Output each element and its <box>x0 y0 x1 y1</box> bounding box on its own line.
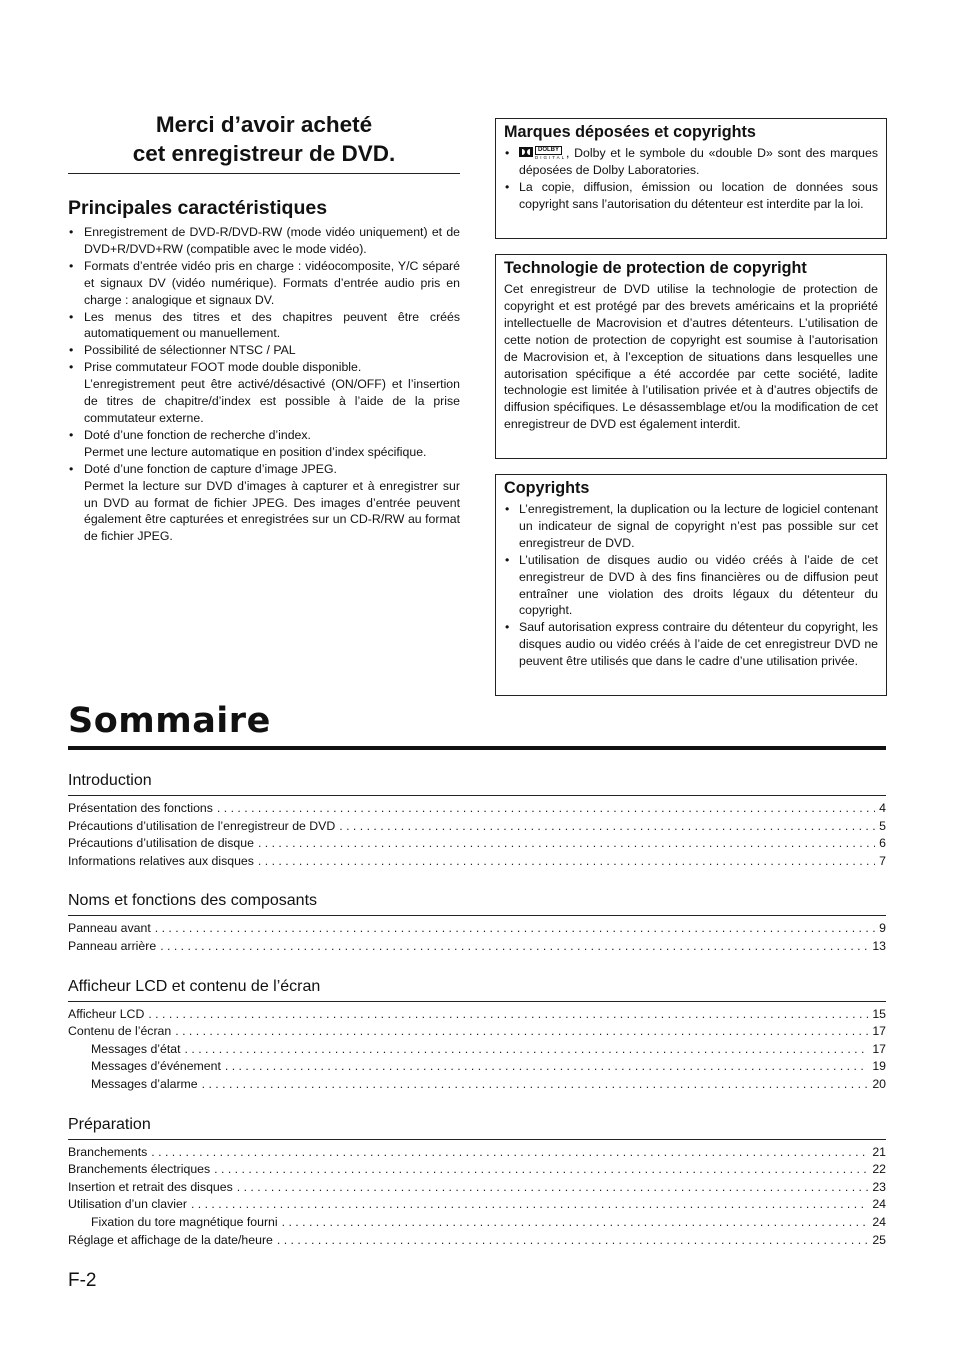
toc-section-heading: Noms et fonctions des composants <box>68 891 886 916</box>
list-item <box>504 145 878 179</box>
feature-text: Formats d’entrée vidéo pris en charge : vidéocomposite, Y/C séparé et signaux DV (vidéo numérique). Formats d’entrée audio pris en charge : analogique et signaux DV. <box>84 258 460 307</box>
toc-entry-title: Panneau avant <box>68 921 151 936</box>
feature-detail: Permet une lecture automatique en position d’index spécifique. <box>84 444 427 459</box>
toc-entry[interactable] <box>68 1041 886 1059</box>
toc-title: Sommaire <box>68 701 271 741</box>
toc-entry-page: 20 <box>872 1076 886 1091</box>
toc-entry-title: Contenu de l’écran <box>68 1024 172 1039</box>
toc-sections <box>68 771 886 1249</box>
toc-entry-page: 15 <box>872 1006 886 1021</box>
toc-entry-title: Utilisation d’un clavier <box>68 1197 187 1212</box>
thanks-title-line2: cet enregistreur de DVD. <box>132 141 396 166</box>
toc-entry-title: Messages d’état <box>91 1041 181 1056</box>
feature-text: Les menus des titres et des chapitres peuvent être créés automatiquement ou manuellement. <box>84 309 460 341</box>
thanks-title-line1: Merci d’avoir acheté <box>155 112 373 137</box>
toc-entry[interactable] <box>68 1058 886 1076</box>
toc-entry[interactable] <box>68 938 886 956</box>
dolby-logo-text: • DOLBY <box>535 146 562 155</box>
toc-entry[interactable] <box>68 1214 886 1232</box>
toc-entry-page: 7 <box>879 853 886 868</box>
toc-section-heading: Afficheur LCD et contenu de l’écran <box>68 977 886 1002</box>
toc-section <box>68 771 886 870</box>
feature-item <box>68 359 460 427</box>
toc-leader-dots <box>214 1161 868 1179</box>
toc-entry-title: Précautions d’utilisation de disque <box>68 836 254 851</box>
feature-item <box>68 461 460 546</box>
toc-leader-dots <box>225 1058 868 1076</box>
toc-entry[interactable] <box>68 1196 886 1214</box>
copyrights-box <box>495 474 887 696</box>
toc-entry[interactable] <box>68 1232 886 1250</box>
toc-entry-title: Panneau arrière <box>68 938 157 953</box>
feature-item <box>68 258 460 309</box>
features-heading: Principales caractéristiques <box>68 197 328 219</box>
toc-leader-dots <box>175 1023 868 1041</box>
table-of-contents <box>68 700 886 1249</box>
trademark-text: , Dolby et le symbole du «double D» sont des marques déposées de Dolby Laboratories. <box>519 146 878 177</box>
toc-leader-dots <box>160 938 868 956</box>
toc-entry-page: 24 <box>872 1214 886 1229</box>
toc-entry-page: 21 <box>872 1144 886 1159</box>
copy-protection-box <box>495 254 887 459</box>
toc-entry-page: 17 <box>872 1024 886 1039</box>
list-item <box>504 179 878 213</box>
copy-protection-heading: Technologie de protection de copyright <box>504 259 807 277</box>
intro-column <box>68 110 460 545</box>
toc-entry[interactable] <box>68 853 886 871</box>
toc-leader-dots <box>191 1196 868 1214</box>
toc-leader-dots <box>258 835 875 853</box>
feature-item <box>68 309 460 343</box>
page-number: F-2 <box>68 1270 97 1291</box>
feature-item <box>68 427 460 461</box>
toc-entry[interactable] <box>68 818 886 836</box>
toc-entry[interactable] <box>68 1144 886 1162</box>
feature-text: Possibilité de sélectionner NTSC / PAL <box>84 343 296 358</box>
toc-entry[interactable] <box>68 1023 886 1041</box>
list-item <box>504 619 878 670</box>
toc-entry[interactable] <box>68 1006 886 1024</box>
features-list <box>68 224 460 545</box>
toc-section-heading: Préparation <box>68 1115 886 1140</box>
toc-entry[interactable] <box>68 800 886 818</box>
legal-column <box>495 118 887 696</box>
copyright-item-text: Sauf autorisation express contraire du détenteur du copyright, les disques audio ou vidéo créés à l’aide de cet enregistreur DVD ne peuvent être utilisés que dans le cadre d’une utilisation privée. <box>519 620 878 669</box>
copyright-item-text: L’enregistrement, la duplication ou la lecture de logiciel contenant un indicateur de signal de copyright n’est pas possible sur cet enregistreur de DVD. <box>519 502 878 550</box>
toc-entry-title: Informations relatives aux disques <box>68 853 254 868</box>
toc-entry[interactable] <box>68 1161 886 1179</box>
toc-entry[interactable] <box>68 835 886 853</box>
toc-entry-page: 4 <box>879 801 886 815</box>
toc-leader-dots <box>277 1232 868 1250</box>
toc-entry-title: Afficheur LCD <box>68 1006 145 1021</box>
copy-protection-body: Cet enregistreur de DVD utilise la technologie de protection de copyright et est protégé par des brevets américains et la propriété intellectuelle de Macrovision et d’autres détenteurs. L’utilisation de cette notion de protection de copyright est soumise à l’autorisation de Macrovision et, à l’exception de situations dans lesquelles une autorisation spécifique a été accordée par cette société, ladite technologie est limitée à l’utilisation privée et à d’autres objectifs de diffusion spécifiques. Le désassemblage et/ou la modification de cet enregistreur de DVD est également interdit. <box>504 282 878 432</box>
trademarks-list <box>504 145 878 213</box>
toc-entry-page: 23 <box>872 1179 886 1194</box>
toc-leader-dots <box>185 1041 869 1059</box>
toc-entry[interactable] <box>68 920 886 938</box>
toc-section <box>68 1115 886 1250</box>
thanks-title <box>68 110 460 174</box>
toc-section-heading: Introduction <box>68 771 886 796</box>
toc-entry-page: 25 <box>872 1232 886 1247</box>
toc-entry-page: 5 <box>879 818 886 833</box>
toc-entry-page: 9 <box>879 921 886 936</box>
toc-entry-title: Branchements <box>68 1144 148 1159</box>
copyrights-heading: Copyrights <box>504 479 590 497</box>
toc-leader-dots <box>151 1144 868 1162</box>
feature-text: Prise commutateur FOOT mode double disponible. <box>84 360 362 375</box>
toc-entry-title: Messages d’alarme <box>91 1076 198 1091</box>
feature-item <box>68 224 460 258</box>
toc-entry-title: Présentation des fonctions <box>68 801 213 815</box>
toc-entry-title: Précautions d’utilisation de l’enregistreur de DVD <box>68 818 336 833</box>
list-item <box>504 501 878 552</box>
feature-detail: L’enregistrement peut être activé/désactivé (ON/OFF) et l’insertion de titres de chapitre/d’index est possible à l’aide de la prise commutateur externe. <box>84 377 460 425</box>
toc-leader-dots <box>148 1006 868 1024</box>
toc-entry-page: 17 <box>872 1041 886 1056</box>
feature-text: Enregistrement de DVD-R/DVD-RW (mode vidéo uniquement) et de DVD+R/DVD+RW (compatible avec le mode vidéo). <box>84 225 460 256</box>
feature-text: Doté d’une fonction de recherche d’index. <box>84 427 311 442</box>
toc-entry-page: 19 <box>872 1059 886 1074</box>
toc-entry-title: Messages d’événement <box>91 1059 221 1074</box>
toc-entry-title: Branchements électriques <box>68 1162 211 1177</box>
toc-entry-page: 13 <box>872 938 886 953</box>
toc-section <box>68 977 886 1094</box>
copyright-item-text: L’utilisation de disques audio ou vidéo créés à l’aide de cet enregistreur de DVD à des fins financières ou de diffusion peut entraîner une violation des droits légaux du détenteur du copyright. <box>519 552 878 618</box>
feature-item <box>68 342 460 359</box>
toc-leader-dots <box>282 1214 869 1232</box>
toc-entry-title: Insertion et retrait des disques <box>68 1179 233 1194</box>
toc-entry-page: 22 <box>872 1162 886 1177</box>
toc-leader-dots <box>339 818 875 836</box>
copyright-law-text: La copie, diffusion, émission ou location de données sous copyright sans l’autorisation du détenteur est interdite par la loi. <box>519 179 878 211</box>
trademarks-box <box>495 118 887 239</box>
copyrights-list <box>504 501 878 670</box>
toc-entry[interactable] <box>68 1179 886 1197</box>
toc-leader-dots <box>237 1179 869 1197</box>
toc-entry-title: Réglage et affichage de la date/heure <box>68 1232 273 1247</box>
toc-leader-dots <box>155 920 875 938</box>
toc-leader-dots <box>217 800 875 818</box>
toc-leader-dots <box>202 1076 869 1094</box>
toc-entry-page: 24 <box>872 1197 886 1212</box>
toc-entry[interactable] <box>68 1076 886 1094</box>
toc-entry-page: 6 <box>879 836 886 851</box>
dolby-logo-subtext: DIGITAL <box>535 155 567 161</box>
dolby-digital-logo-icon <box>519 147 567 161</box>
feature-detail: Permet la lecture sur DVD d’images à capturer et à enregistrer sur un DVD au format de fichier JPEG. Des images d’entrée peuvent également être capturées et enregistrées sur un CD-R/RW au format de fichier JPEG. <box>84 478 460 544</box>
trademarks-heading: Marques déposées et copyrights <box>504 123 756 141</box>
toc-entry-title: Fixation du tore magnétique fourni <box>91 1214 278 1229</box>
toc-section <box>68 891 886 955</box>
list-item <box>504 552 878 620</box>
toc-leader-dots <box>258 853 875 871</box>
feature-text: Doté d’une fonction de capture d’image JPEG. <box>84 461 337 476</box>
toc-title-rule <box>68 746 886 750</box>
